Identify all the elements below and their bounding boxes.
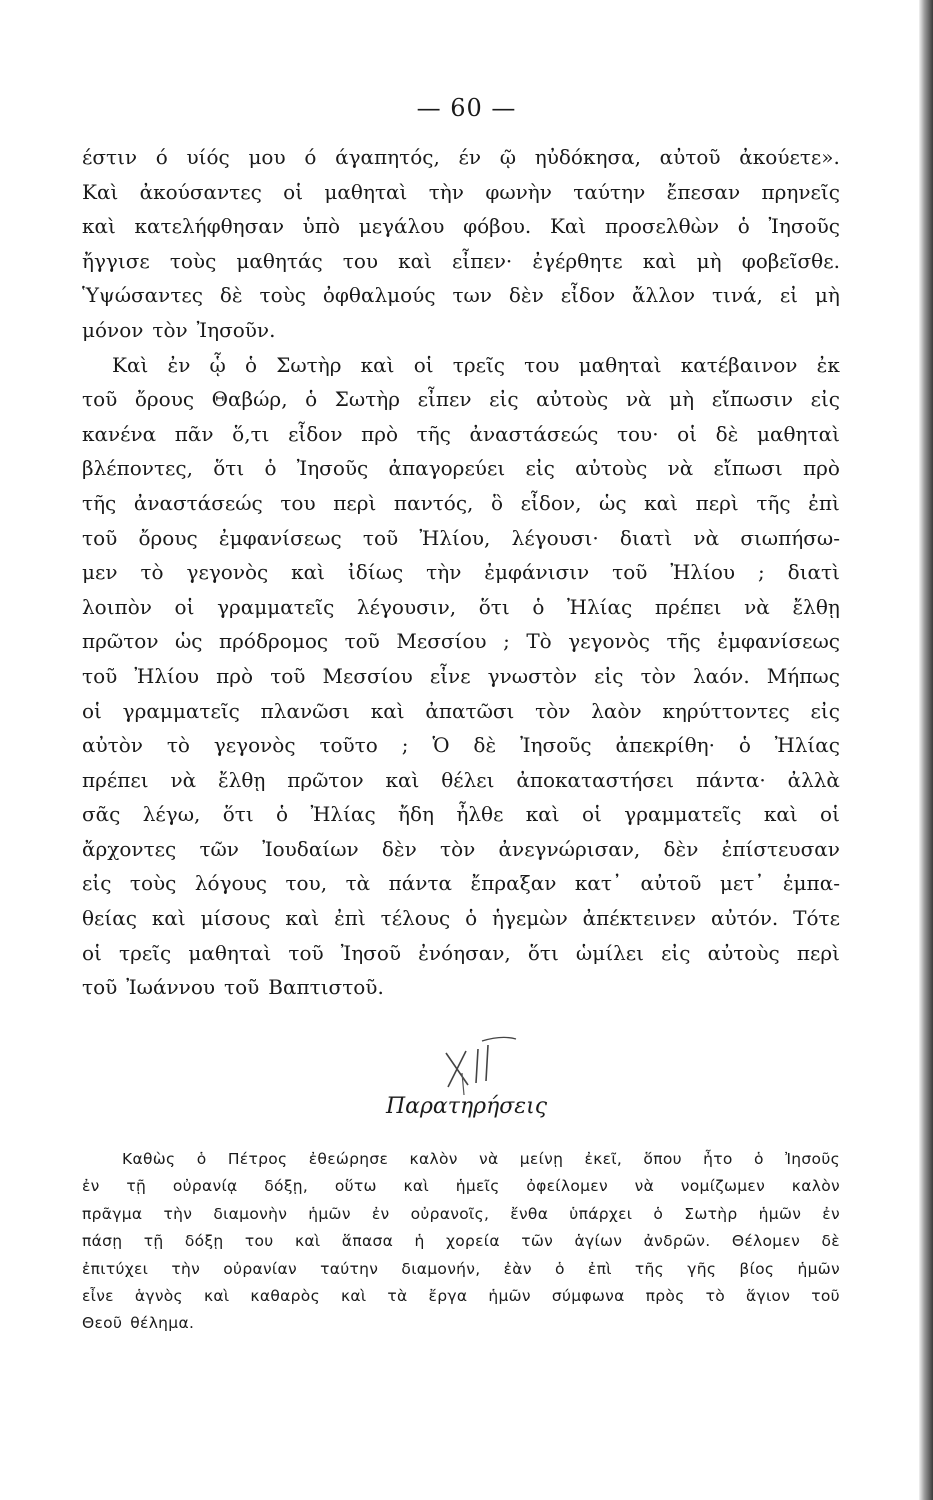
notes-heading: Παρατηρήσεις: [385, 1094, 548, 1119]
text-line: αὐτὸν τὸ γεγονὸς τοῦτο ; Ὁ δὲ Ἰησοῦς ἀπεκρίθη· ὁ Ἠλίας: [82, 733, 840, 758]
text-line: τοῦ Ἰωάννου τοῦ Βαπτιστοῦ.: [82, 975, 384, 1000]
text-line: σᾶς λέγω, ὅτι ὁ Ἠλίας ἤδη ἦλθε καὶ οἱ γραμματεῖς καὶ οἱ: [82, 802, 840, 827]
text-line: λοιπὸν οἱ γραμματεῖς λέγουσιν, ὅτι ὁ Ἠλίας πρέπει νὰ ἔλθῃ: [82, 594, 840, 619]
text-line: θείας καὶ μίσους καὶ ἐπὶ τέλους ὁ ἡγεμὼν ἀπέκτεινεν αὐτόν. Τότε: [82, 906, 840, 931]
text-line: πάσῃ τῇ δόξῃ του καὶ ἅπασα ἡ χορεία τῶν ἁγίων ἀνδρῶν. Θέλομεν δὲ: [82, 1232, 840, 1251]
text-line: τοῦ ὄρους Θαβώρ, ὁ Σωτὴρ εἶπεν εἰς αὐτοὺς νὰ μὴ εἴπωσιν εἰς: [82, 387, 840, 412]
page-edge-shadow: [919, 0, 933, 1500]
page-number: — 60 —: [416, 94, 517, 122]
text-line: Θεοῦ θέλημα.: [82, 1314, 195, 1333]
text-line: ἐν τῇ οὐρανίᾳ δόξῃ, οὕτω καὶ ἡμεῖς ὀφείλομεν νὰ νομίζωμεν καλὸν: [82, 1177, 840, 1196]
text-line: μόνον τὸν Ἰησοῦν.: [82, 317, 276, 342]
text-line: τῆς ἀναστάσεώς του περὶ παντός, ὃ εἶδον, ὡς καὶ περὶ τῆς ἐπὶ: [82, 490, 840, 515]
text-line: Καὶ ἀκούσαντες οἱ μαθηταὶ τὴν φωνὴν ταύτην ἔπεσαν πρηνεῖς: [82, 179, 840, 204]
text-line: Ὑψώσαντες δὲ τοὺς ὀφθαλμούς των δὲν εἶδον ἄλλον τινά, εἰ μὴ: [82, 283, 840, 308]
text-line: πρᾶγμα τὴν διαμονὴν ἡμῶν ἐν οὐρανοῖς, ἔνθα ὑπάρχει ὁ Σωτὴρ ἡμῶν ἐν: [82, 1204, 840, 1223]
text-line: καὶ κατελήφθησαν ὑπὸ μεγάλου φόβου. Καὶ προσελθὼν ὁ Ἰησοῦς: [82, 214, 840, 239]
notes-text: [82, 1146, 840, 1338]
text-line: κανένα πᾶν ὅ,τι εἶδον πρὸ τῆς ἀναστάσεώς του· οἱ δὲ μαθηταὶ: [82, 421, 840, 446]
text-line: βλέποντες, ὅτι ὁ Ἰησοῦς ἀπαγορεύει εἰς αὐτοὺς νὰ εἴπωσι πρὸ: [82, 456, 840, 481]
handwritten-mark: [440, 1033, 520, 1097]
text-line: τοῦ ὄρους ἐμφανίσεως τοῦ Ἠλίου, λέγουσι· διατὶ νὰ σιωπήσω-: [82, 525, 840, 550]
body-text: [82, 140, 840, 1005]
text-line: εἰς τοὺς λόγους του, τὰ πάντα ἔπραξαν κατ᾽ αὐτοῦ μετ᾽ ἐμπα-: [82, 871, 840, 896]
text-line: πρέπει νὰ ἔλθῃ πρῶτον καὶ θέλει ἀποκαταστήσει πάντα· ἀλλὰ: [82, 767, 840, 792]
text-line: ἤγγισε τοὺς μαθητάς του καὶ εἶπεν· ἐγέρθητε καὶ μὴ φοβεῖσθε.: [82, 248, 840, 273]
text-line: εἶνε ἁγνὸς καὶ καθαρὸς καὶ τὰ ἔργα ἡμῶν σύμφωνα πρὸς τὸ ἅγιον τοῦ: [82, 1286, 840, 1305]
text-line: οἱ γραμματεῖς πλανῶσι καὶ ἀπατῶσι τὸν λαὸν κηρύττοντες εἰς: [82, 698, 840, 723]
text-line: πρῶτον ὡς πρόδρομος τοῦ Μεσσίου ; Τὸ γεγονὸς τῆς ἐμφανίσεως: [82, 629, 840, 654]
text-line: ἐπιτύχει τὴν οὐρανίαν ταύτην διαμονήν, ἐὰν ὁ ἐπὶ τῆς γῆς βίος ἡμῶν: [82, 1259, 840, 1278]
text-line: ἄρχοντες τῶν Ἰουδαίων δὲν τὸν ἀνεγνώρισαν, δὲν ἐπίστευσαν: [82, 836, 840, 861]
text-line: οἱ τρεῖς μαθηταὶ τοῦ Ἰησοῦ ἐνόησαν, ὅτι ὡμίλει εἰς αὐτοὺς περὶ: [82, 940, 840, 965]
text-line: Καὶ ἐν ᾧ ὁ Σωτὴρ καὶ οἱ τρεῖς του μαθηταὶ κατέβαινον ἐκ: [112, 352, 840, 377]
text-line: έστιν ό υίός μου ό άγαπητός, έν ῷ ηὐδόκησα, αὐτοῦ ἀκούετε».: [82, 145, 840, 169]
text-line: τοῦ Ἠλίου πρὸ τοῦ Μεσσίου εἶνε γνωστὸν εἰς τὸν λαόν. Μήπως: [82, 663, 840, 688]
text-line: μεν τὸ γεγονὸς καὶ ἰδίως τὴν ἐμφάνισιν τοῦ Ἠλίου ; διατὶ: [82, 560, 840, 585]
text-line: Καθὼς ὁ Πέτρος ἐθεώρησε καλὸν νὰ μείνῃ ἐκεῖ, ὅπου ἦτο ὁ Ἰησοῦς: [122, 1150, 840, 1168]
